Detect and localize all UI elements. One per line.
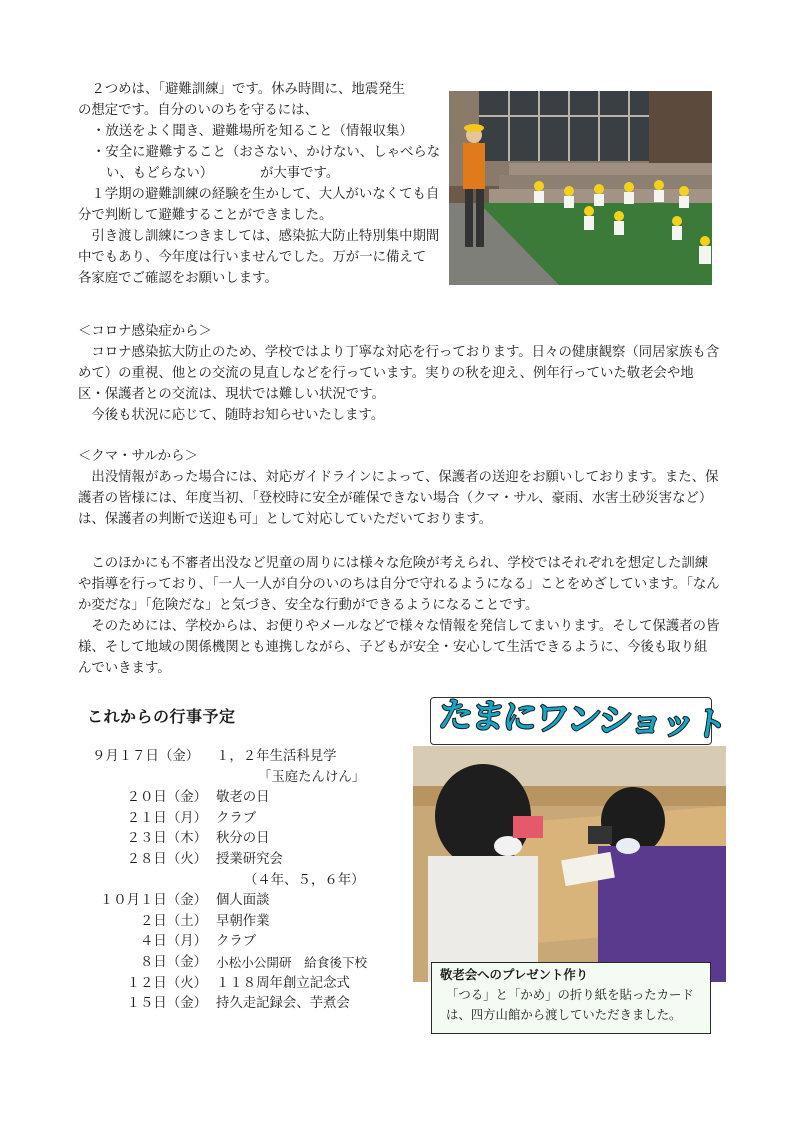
schedule-date: ２０日（金） [126,790,207,806]
schedule-date: ４日（月） [140,934,207,950]
schedule-date: ２日（土） [140,913,207,929]
schedule-title: これからの行事予定 [87,707,236,726]
schedule-event: １，２年生活科見学 [216,749,337,764]
drill-bullet-2: ・安全に避難すること（おさない、かけない、しゃべらない、もどらない） が大事です。 [92,145,441,181]
corona-section [78,321,720,426]
caption-title: 敬老会へのプレゼント作り [440,967,589,982]
closing-section [78,553,720,679]
drill-section [78,79,444,289]
corona-para-1: コロナ感染拡大防止のため、学校ではより丁寧な対応を行っております。日々の健康観察（同居家族も含めて）の重視、他との交流の見直しなどを行っています。実りの秋を迎え、例年行っていた敬老会や地区・保護者との交流は、現状では難しい状況です。 [78,345,720,402]
schedule-event: 秋分の日 [216,831,270,847]
caption-body: 「つる」と「かめ」の折り紙を貼ったカードは、四方山館から渡していただきました。 [446,987,694,1022]
schedule-date: ２１日（月） [126,810,207,826]
schedule-event: 授業研究会 [216,852,283,867]
closing-para-2: そのためには、学校からは、お便りやメールなどで様々な情報を発信してまいります。そして保護者の皆様、そして地域の関係機関とも連携しながら、子どもが安全・安心して生活できるように、今後も取り組んでいきます。 [78,619,720,676]
drill-intro-line-1: ２つめは、「避難訓練」です。休み時間に、地震発生 [91,82,405,97]
schedule-event: 持久走記録会、芋煮会 [216,996,350,1012]
photo-caption [431,962,711,1034]
closing-para-1: このほかにも不審者出没など児童の周りには様々な危険が考えられ、学校ではそれぞれを想定した訓練や指導を行っており、「一人一人が自分のいのちは自分で守れるようになる」ことをめざしています。「なんか変だな」「危険だな」と気づき、安全な行動ができるようになることです。 [78,556,720,613]
schedule-date: ２３日（木） [126,831,207,847]
schedule-list [80,747,400,1027]
drill-para-3: 引き渡し訓練につきましては、感染拡大防止特別集中期間中でもあり、今年度は行いませんでした。万が一に備えて 各家庭でご確認をお願いします。 [78,229,440,286]
schedule-event: １１８周年創立記念式 [216,975,350,991]
schedule-event: （４年、５，６年） [244,872,365,888]
oneshot-banner [430,695,729,745]
schedule-date: ２８日（火） [126,852,207,867]
schedule-event: 早朝作業 [216,913,270,929]
drill-para-2: １学期の避難訓練の経験を生かして、大人がいなくても自分で判断して避難することができました。 [78,187,440,223]
bear-para-1: 出没情報があった場合には、対応ガイドラインによって、保護者の送迎をお願いしております。また、保護者の皆様には、年度当初、「登校時に安全が確保できない場合（クマ・サル、豪雨、水害土砂災害など）は、保護者の判断で送迎も可」として対応していただいております。 [78,470,719,527]
corona-para-2: 今後も状況に応じて、随時お知らせいたします。 [91,408,385,423]
drill-intro-line-2: の想定です。自分のいのちを守るには、 [78,103,318,118]
schedule-event: クラブ [216,934,257,950]
schedule-date: ９月１７日（金） [92,749,200,764]
schedule-date: １５日（金） [126,996,207,1012]
schedule-event: 「玉庭たんけん」 [258,769,366,785]
bear-section [78,446,720,530]
bear-heading: ＜クマ・サルから＞ [78,449,198,464]
evacuation-drill-photo [449,91,712,285]
schedule-date: １０月１日（金） [99,893,207,909]
corona-heading: ＜コロナ感染症から＞ [78,324,212,339]
schedule-date: ８日（金） [140,955,207,970]
schedule-event: 個人面談 [216,893,270,909]
craft-making-photo [413,746,726,982]
drill-bullet-1: ・放送をよく聞き、避難場所を知ること（情報収集） [92,124,413,139]
schedule-event: 小松小公開研 給食後下校 [216,955,368,970]
oneshot-banner-text: たまにワンショット [436,695,729,745]
schedule-date: １２日（火） [126,975,207,991]
schedule-event: 敬老の日 [216,790,270,806]
schedule-event: クラブ [216,810,257,826]
